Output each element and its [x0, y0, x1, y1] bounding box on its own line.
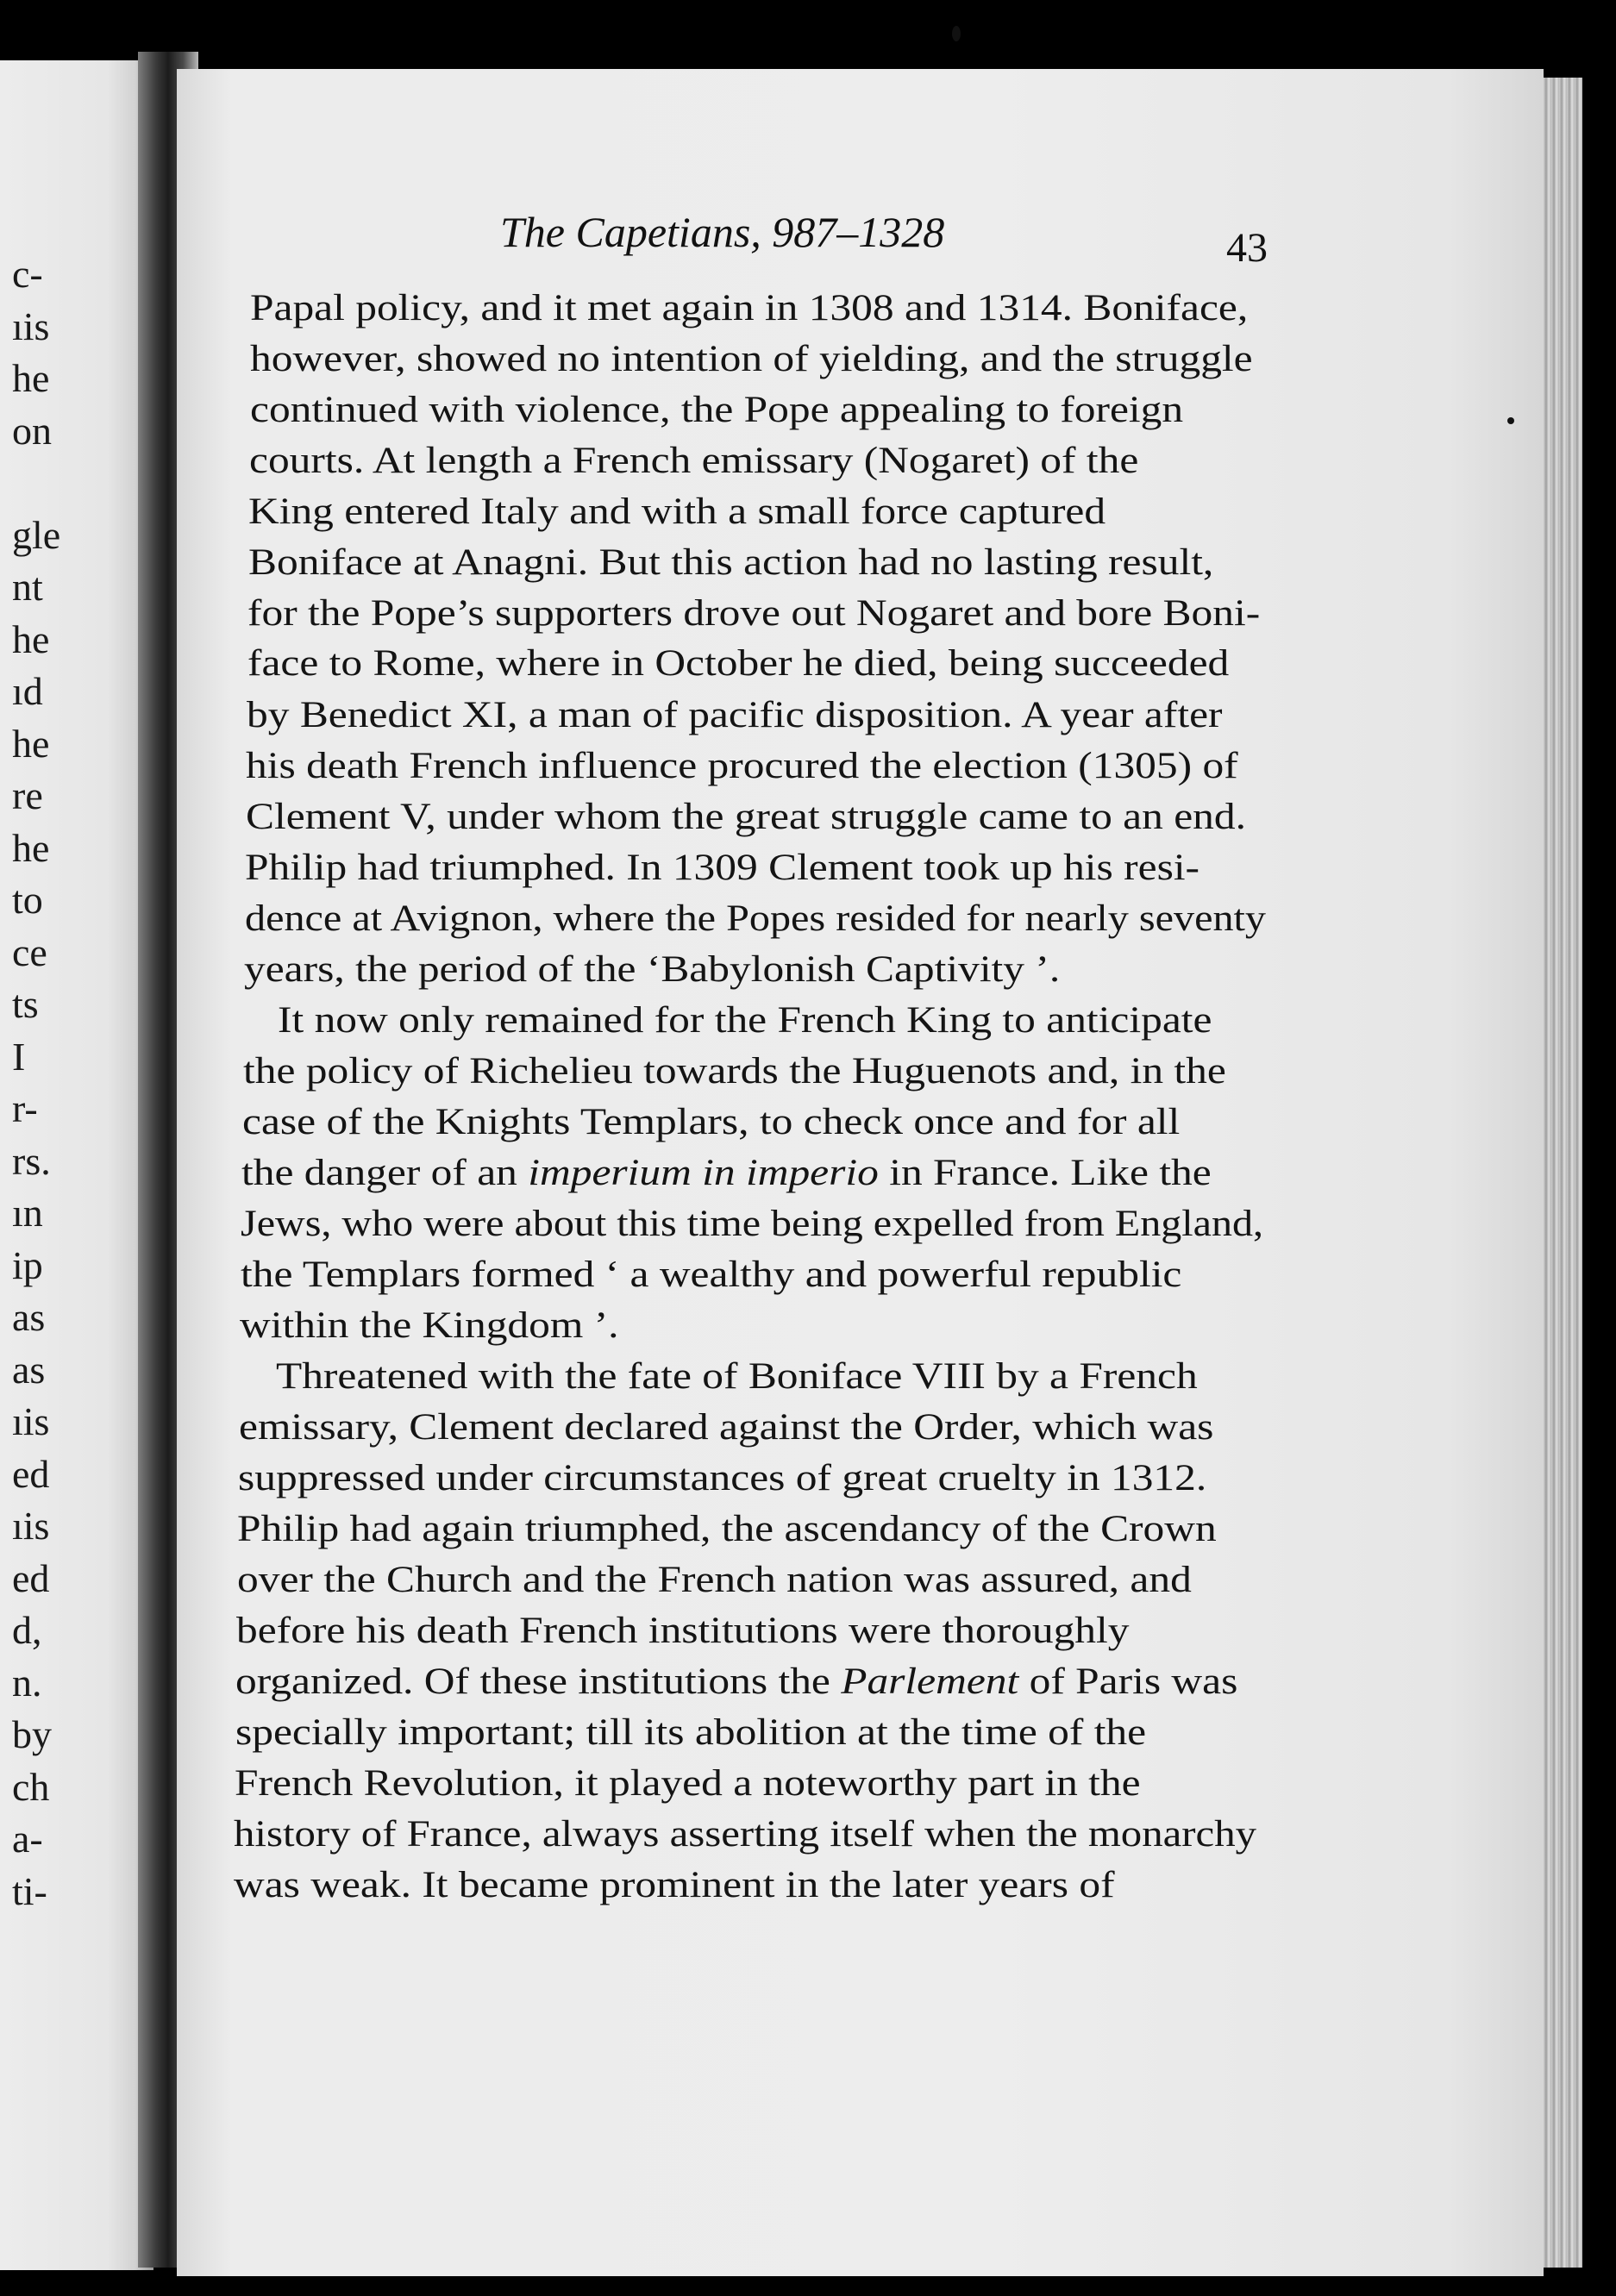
body-line: was weak. It became prominent in the later years of: [234, 1865, 1115, 1905]
left-page-fragment: he: [12, 616, 50, 661]
body-line: courts. At length a French emissary (Nogaret) of the: [249, 441, 1139, 481]
body-line: by Benedict XI, a man of pacific disposition. A year after: [247, 695, 1223, 735]
left-page-fragment: ıis: [12, 1399, 50, 1443]
body-line: Philip had again triumphed, the ascendancy of the Crown: [237, 1509, 1217, 1549]
left-page-fragment: re: [12, 773, 43, 817]
body-line: face to Rome, where in October he died, being succeeded: [247, 643, 1230, 684]
body-line: continued with violence, the Pope appealing to foreign: [250, 390, 1184, 430]
left-page-fragment: ce: [12, 929, 47, 974]
left-page-fragment: nt: [12, 565, 43, 609]
body-line: Jews, who were about this time being expelled from England,: [241, 1204, 1264, 1244]
left-page-fragment: to: [12, 878, 43, 922]
left-page-fragment: ıis: [12, 303, 50, 348]
left-page-fragment: he: [12, 825, 50, 870]
margin-speck: [1507, 417, 1514, 424]
page-number: 43: [1226, 225, 1268, 271]
left-page-fragment: he: [12, 721, 50, 766]
left-page-fragment: ti-: [12, 1868, 47, 1913]
body-line: history of France, always asserting itself when the monarchy: [234, 1814, 1257, 1855]
left-page-fragment: n.: [12, 1660, 42, 1705]
left-page-fragment: c-: [12, 252, 43, 296]
body-line: however, showed no intention of yielding, and the struggle: [250, 339, 1253, 379]
running-head: The Capetians, 987–1328: [500, 208, 945, 256]
body-line: the danger of an imperium in imperio in France. Like the: [241, 1153, 1212, 1193]
left-page-fragment: ed: [12, 1555, 50, 1600]
left-page-fragment: ts: [12, 982, 39, 1026]
left-page-fragment: gle: [12, 512, 61, 557]
body-line: within the Kingdom ’.: [240, 1305, 619, 1346]
left-page-fragment: r-: [12, 1086, 38, 1130]
left-page-fragment: as: [12, 1347, 46, 1392]
body-line: Philip had triumphed. In 1309 Clement took up his resi-: [245, 848, 1200, 888]
body-line: emissary, Clement declared against the Order, which was: [239, 1407, 1214, 1448]
left-page-fragment: a-: [12, 1817, 43, 1861]
body-line: Boniface at Anagni. But this action had no lasting result,: [248, 542, 1214, 583]
left-page-fragment: ıd: [12, 669, 43, 713]
left-facing-page: [0, 60, 153, 2270]
body-line: for the Pope’s supporters drove out Nogaret and bore Boni-: [247, 593, 1261, 634]
body-line: over the Church and the French nation was assured, and: [237, 1560, 1192, 1600]
left-page-fragment: by: [12, 1712, 52, 1756]
body-line: Clement V, under whom the great struggle came to an end.: [246, 797, 1246, 837]
body-line: Threatened with the fate of Boniface VIII by a French: [276, 1356, 1198, 1397]
left-page-fragment: ch: [12, 1764, 50, 1809]
page-edge-stack: [1544, 78, 1582, 2268]
left-page-fragment: ıis: [12, 1504, 50, 1548]
body-line: organized. Of these institutions the Parlement of Paris was: [235, 1661, 1238, 1702]
left-page-fragment: rs.: [12, 1138, 51, 1183]
body-line: the policy of Richelieu towards the Huguenots and, in the: [243, 1051, 1226, 1092]
body-line: dence at Avignon, where the Popes resided for nearly seventy: [245, 898, 1266, 939]
body-line: French Revolution, it played a noteworthy part in the: [235, 1763, 1141, 1804]
body-line: years, the period of the ‘Babylonish Captivity ’.: [244, 949, 1061, 990]
body-line: It now only remained for the French King to anticipate: [278, 1000, 1212, 1041]
body-line: Papal policy, and it met again in 1308 and 1314. Boniface,: [250, 288, 1249, 328]
body-line: specially important; till its abolition at the time of the: [235, 1712, 1147, 1753]
left-page-fragment: as: [12, 1295, 46, 1339]
body-line: suppressed under circumstances of great cruelty in 1312.: [238, 1458, 1207, 1498]
left-page-fragment: he: [12, 356, 50, 400]
left-page-fragment: d,: [12, 1608, 42, 1652]
body-line: King entered Italy and with a small force captured: [248, 491, 1106, 532]
body-line: the Templars formed ‘ a wealthy and powerful republic: [241, 1254, 1182, 1295]
body-line: before his death French institutions were thoroughly: [236, 1611, 1130, 1651]
body-line: his death French influence procured the election (1305) of: [246, 746, 1238, 786]
left-page-fragment: ip: [12, 1242, 43, 1287]
left-page-fragment: ed: [12, 1451, 50, 1496]
left-page-fragment: ın: [12, 1191, 43, 1235]
body-line: case of the Knights Templars, to check once and for all: [242, 1102, 1181, 1142]
top-speck: [952, 26, 961, 41]
left-page-fragment: I: [12, 1034, 26, 1079]
left-page-fragment: on: [12, 408, 52, 453]
